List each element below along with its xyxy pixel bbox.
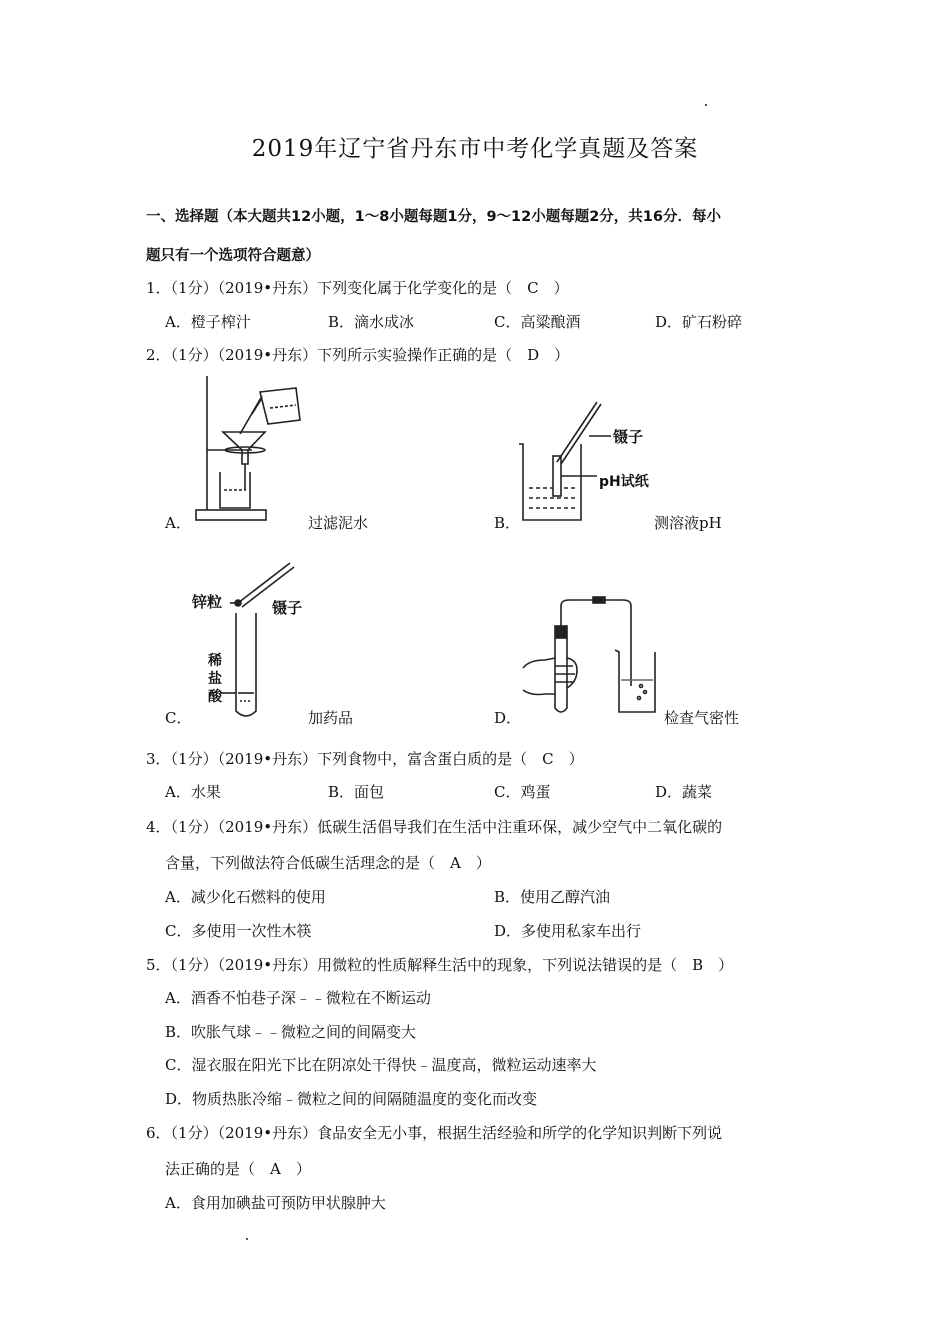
q2-option-c: C．: [165, 709, 192, 727]
q5-option-a: A．酒香不怕巷子深﹣﹣微粒在不断运动: [165, 989, 431, 1007]
q3-option-b: B．面包: [328, 783, 385, 801]
q5-option-d: D．物质热胀冷缩﹣微粒之间的间隔随温度的变化而改变: [165, 1090, 538, 1108]
q4-option-a: A．减少化石燃料的使用: [165, 888, 326, 906]
q1-option-a: A．橙子榨汁: [165, 313, 251, 331]
footer-mark: [246, 1238, 248, 1240]
q3-option-c: C．鸡蛋: [494, 783, 551, 801]
ph-test-figure: [515, 396, 665, 521]
question-5-stem: 5．（1分）（2019•丹东）用微粒的性质解释生活中的现象，下列说法错误的是（ B ）: [146, 956, 734, 974]
question-4-stem-cont: 含量，下列做法符合低碳生活理念的是（ A ）: [165, 854, 491, 872]
q2-option-b: B．: [494, 514, 521, 532]
question-6-stem: 6．（1分）（2019•丹东）食品安全无小事，根据生活经验和所学的化学知识判断下列说: [146, 1124, 723, 1142]
q6-option-a: A．食用加碘盐可预防甲状腺肿大: [165, 1194, 386, 1212]
tweezers-label-c: 镊子: [272, 599, 303, 617]
q1-option-b: B．滴水成冰: [328, 313, 415, 331]
question-4-stem: 4．（1分）（2019•丹东）低碳生活倡导我们在生活中注重环保，减少空气中二氧化碳的: [146, 818, 723, 836]
add-reagent-figure: [190, 555, 305, 723]
section-heading-line1: 一、选择题（本大题共12小题，1～8小题每题1分，9～12小题每题2分，共16分．每小: [146, 209, 721, 225]
q5-option-b: B．吹胀气球﹣﹣微粒之间的间隔变大: [165, 1023, 417, 1041]
q1-option-d: D．矿石粉碎: [655, 313, 743, 331]
question-2-stem: 2．（1分）（2019•丹东）下列所示实验操作正确的是（ D ）: [146, 346, 570, 364]
q5-option-c: C．湿衣服在阳光下比在阴凉处干得快﹣温度高，微粒运动速率大: [165, 1056, 597, 1074]
q2-caption-c: 加药品: [308, 709, 354, 727]
airtight-check-figure: [515, 590, 670, 720]
acid-label-2: 盐: [208, 671, 222, 687]
q3-option-a: A．水果: [165, 783, 221, 801]
page-title: 2019年辽宁省丹东市中考化学真题及答案: [251, 136, 699, 162]
q4-option-d: D．多使用私家车出行: [494, 922, 642, 940]
q2-caption-d: 检查气密性: [664, 709, 740, 727]
q2-option-d: D．: [494, 709, 522, 727]
section-heading-line2: 题只有一个选项符合题意）: [146, 248, 320, 264]
acid-label-3: 酸: [208, 689, 222, 705]
tweezers-label-b: 镊子: [613, 428, 644, 446]
q4-option-c: C．多使用一次性木筷: [165, 922, 312, 940]
zinc-label: 锌粒: [192, 593, 223, 611]
q4-option-b: B．使用乙醇汽油: [494, 888, 611, 906]
question-6-stem-cont: 法正确的是（ A ）: [165, 1160, 311, 1178]
acid-label-1: 稀: [208, 653, 222, 669]
filtration-figure: [190, 372, 310, 527]
question-3-stem: 3．（1分）（2019•丹东）下列食物中，富含蛋白质的是（ C ）: [146, 750, 584, 768]
q3-option-d: D．蔬菜: [655, 783, 713, 801]
header-mark: [705, 104, 707, 106]
q1-option-c: C．高粱酿酒: [494, 313, 581, 331]
ph-paper-label: pH试纸: [599, 474, 649, 490]
q2-option-a: A．: [165, 514, 191, 532]
q2-caption-a: 过滤泥水: [308, 514, 369, 532]
q2-caption-b: 测溶液pH: [654, 514, 722, 532]
question-1-stem: 1．（1分）（2019•丹东）下列变化属于化学变化的是（ C ）: [146, 279, 569, 297]
